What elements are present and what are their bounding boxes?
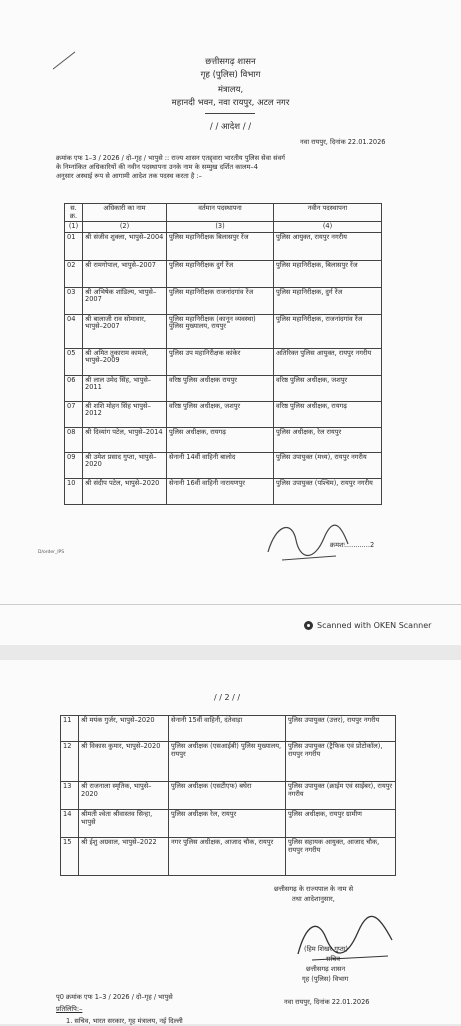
copy-to-label: प्रतिलिपि:–	[56, 1005, 83, 1013]
current-posting: सेनानी 15वीं वाहिनी, दंतेवाड़ा	[169, 716, 286, 742]
officer-name: श्री रामगोपाल, भापुसे–2007	[83, 260, 167, 287]
row-number: 03	[65, 287, 83, 314]
governor-order-line-2: तथा आदेशानुसार,	[292, 895, 335, 903]
row-number: 01	[65, 232, 83, 260]
row-number: 04	[65, 314, 83, 348]
row-number: 10	[65, 478, 83, 504]
officer-name: श्री शशि मोहन सिंह भापुसे– 2012	[83, 401, 167, 427]
order-intro-line-2: के निम्नांकित अधिकारियों की नवीन पदस्थापना उनके नाम के सम्मुख दर्शित कालम–4	[56, 163, 258, 171]
officer-name: श्री विकास कुमार, भापुसे–2020	[79, 742, 169, 782]
new-posting: पुलिस उपायुक्त (मध्य), रायपुर नगरीय	[274, 452, 382, 478]
table-row	[65, 401, 382, 427]
place-date: नवा रायपुर, दिनांक 22.01.2026	[300, 138, 386, 146]
page-marker: / / 2 / /	[214, 693, 241, 702]
page-edge	[0, 604, 461, 605]
row-number: 11	[61, 716, 79, 742]
scanner-logo-icon	[304, 621, 313, 630]
current-posting: पुलिस अधीक्षक रेल, रायपुर	[169, 810, 286, 838]
row-number: 07	[65, 401, 83, 427]
new-posting: पुलिस उपायुक्त (पश्चिम), रायपुर नगरीय	[274, 478, 382, 504]
signatory-department: गृह (पुलिस) विभाग	[302, 975, 349, 983]
order-title: / / आदेश / /	[209, 122, 252, 132]
current-posting: पुलिस अधीक्षक, रायगढ़	[167, 427, 274, 452]
new-posting: पुलिस उपायुक्त (उत्तर), रायपुर नगरीय	[286, 716, 396, 742]
table-row	[65, 427, 382, 452]
new-posting: पुलिस महानिरीक्षक, बिलासपुर रेंज	[274, 260, 382, 287]
signature	[288, 910, 398, 970]
posting-table	[64, 203, 382, 505]
current-posting: पुलिस अधीक्षक (एसटीएफ) बघेरा	[169, 782, 286, 810]
posting-table-continued	[60, 715, 396, 876]
order-intro-line-3: अनुसार अस्थाई रूप से आगामी आदेश तक पदस्थ करता है :–	[56, 172, 202, 180]
row-number: 15	[61, 838, 79, 876]
scan-badge-text: Scanned with OKEN Scanner	[317, 621, 432, 630]
col-header-serial: स. क्र.	[65, 204, 83, 222]
department-name: गृह (पुलिस) विभाग	[200, 70, 261, 80]
current-posting: पुलिस उप महानिरीक्षक कांकेर	[167, 348, 274, 375]
col-number: (1)	[65, 222, 83, 233]
table-row	[61, 838, 396, 876]
header-divider	[205, 113, 255, 114]
officer-name: श्री दिव्यांग पटेल, भापुसे–2014	[83, 427, 167, 452]
govt-name: छत्तीसगढ़ शासन	[205, 57, 256, 67]
table-row	[65, 260, 382, 287]
col-number: (4)	[274, 222, 382, 233]
table-row	[61, 742, 396, 782]
new-posting: पुलिस महानिरीक्षक, दुर्ग रेंज	[274, 287, 382, 314]
table-header-row	[65, 204, 382, 222]
officer-name: श्रीमती श्वेता श्रीवास्तव सिन्हा, भापुसे	[79, 810, 169, 838]
current-posting: सेनानी 16वीं वाहिनी नारायणपुर	[167, 478, 274, 504]
current-posting: सेनानी 14वीं वाहिनी बालोद	[167, 452, 274, 478]
col-number: (3)	[167, 222, 274, 233]
order-intro-line-1: क्रमांक एफ 1–3 / 2026 / दो–गृह / भापुसे :: राज्य शासन एतद्द्वारा भारतीय पुलिस सेवा संवर्ग	[56, 154, 285, 162]
officer-name: श्री लाल उमेद सिंह, भापुसे–2011	[83, 375, 167, 401]
current-posting: पुलिस महानिरीक्षक (कानून व्यवस्था) पुलिस मुख्यालय, रायपुर	[167, 314, 274, 348]
signatory-department: छत्तीसगढ़ शासन	[306, 965, 346, 973]
col-header-name: अधिकारी का नाम	[83, 204, 167, 222]
officer-name: श्री बालाजी राव सोमावार, भापुसे–2007	[83, 314, 167, 348]
row-number: 09	[65, 452, 83, 478]
row-number: 08	[65, 427, 83, 452]
new-posting: पुलिस महानिरीक्षक, राजनांदगांव रेंज	[274, 314, 382, 348]
new-posting: पुलिस उपायुक्त (क्राईम एवं साईबर), रायपुर नगरीय	[286, 782, 396, 810]
officer-name: श्री राजनाला स्मृतिक, भापुसे–2020	[79, 782, 169, 810]
table-row	[65, 375, 382, 401]
current-posting: नगर पुलिस अधीक्षक, आजाद चौक, रायपुर	[169, 838, 286, 876]
table-row	[65, 287, 382, 314]
officer-name: श्री अभिषेक शांडिल्य, भापुसे–2007	[83, 287, 167, 314]
address-line: महानदी भवन, नवा रायपुर, अटल नगर	[171, 98, 290, 108]
officer-name: श्री संदीप पटेल, भापुसे–2020	[83, 478, 167, 504]
new-posting: पुलिस सहायक आयुक्त, आजाद चौक, रायपुर नगरीय	[286, 838, 396, 876]
current-posting: वरिष्ठ पुलिस अधीक्षक रायपुर	[167, 375, 274, 401]
table-row	[61, 716, 396, 742]
new-posting: पुलिस अधीक्षक, रेल रायपुर	[274, 427, 382, 452]
new-posting: पुलिस आयुक्त, रायपुर नगरीय	[274, 232, 382, 260]
row-number: 05	[65, 348, 83, 375]
endorsement-place-date: नवा रायपुर, दिनांक 22.01.2026	[284, 998, 370, 1006]
table-row	[65, 348, 382, 375]
table-row	[61, 810, 396, 838]
col-number: (2)	[83, 222, 167, 233]
table-colnum-row	[65, 222, 382, 233]
officer-name: श्री संजीव शुक्ला, भापुसे–2004	[83, 232, 167, 260]
officer-name: श्री ईशु अग्रवाल, भापुसे–2022	[79, 838, 169, 876]
row-number: 12	[61, 742, 79, 782]
table-row	[65, 232, 382, 260]
current-posting: पुलिस महानिरीक्षक राजनांदगांव रेंज	[167, 287, 274, 314]
signatory-title: सचिव	[326, 955, 341, 963]
table-row	[65, 314, 382, 348]
new-posting: अतिरिक्त पुलिस आयुक्त, रायपुर नगरीय	[274, 348, 382, 375]
table-row	[61, 782, 396, 810]
row-number: 02	[65, 260, 83, 287]
table-row	[65, 478, 382, 504]
row-number: 13	[61, 782, 79, 810]
new-posting: पुलिस उपायुक्त (ट्रैफिक एवं प्रोटोकॉल), रायपुर नगरीय	[286, 742, 396, 782]
col-header-new: नवीन पदस्थापना	[274, 204, 382, 222]
officer-name: श्री मयंक गुर्जर, भापुसे–2020	[79, 716, 169, 742]
row-number: 14	[61, 810, 79, 838]
new-posting: वरिष्ठ पुलिस अधीक्षक, रायगढ़	[274, 401, 382, 427]
continued-note: क्रमशः............2	[330, 541, 375, 549]
scan-badge	[304, 621, 431, 630]
officer-name: श्री अमित तुकाराम कामले, भापुसे–2009	[83, 348, 167, 375]
governor-order-line-1: छत्तीसगढ़ के राज्यपाल के नाम से	[274, 885, 354, 893]
ministry-label: मंत्रालय,	[217, 85, 244, 95]
file-reference: D/order_IPS	[38, 550, 65, 555]
signatory-name: (हिम शिखर गुप्ता)	[304, 945, 348, 953]
new-posting: वरिष्ठ पुलिस अधीक्षक, जशपुर	[274, 375, 382, 401]
row-number: 06	[65, 375, 83, 401]
table-row	[65, 452, 382, 478]
initials-signature	[262, 514, 352, 566]
current-posting: पुलिस महानिरीक्षक बिलासपुर रेंज	[167, 232, 274, 260]
current-posting: पुलिस महानिरीक्षक दुर्ग रेंज	[167, 260, 274, 287]
endorsement-reference: पृ0 क्रमांक एफ 1–3 / 2026 / दो–गृह / भापुसे	[56, 993, 173, 1001]
officer-name: श्री उमेश प्रसाद गुप्ता, भापुसे–2020	[83, 452, 167, 478]
new-posting: पुलिस अधीक्षक, रायपुर ग्रामीण	[286, 810, 396, 838]
copy-to-item: 1. सचिव, भारत सरकार, गृह मंत्रालय, नई दिल्ली	[66, 1017, 183, 1025]
current-posting: वरिष्ठ पुलिस अधीक्षक, जशपुर	[167, 401, 274, 427]
order-page-2	[0, 660, 461, 1024]
current-posting: पुलिस अधीक्षक (एसआईबी) पुलिस मुख्यालय, रायपुर	[169, 742, 286, 782]
col-header-current: वर्तमान पदस्थापना	[167, 204, 274, 222]
